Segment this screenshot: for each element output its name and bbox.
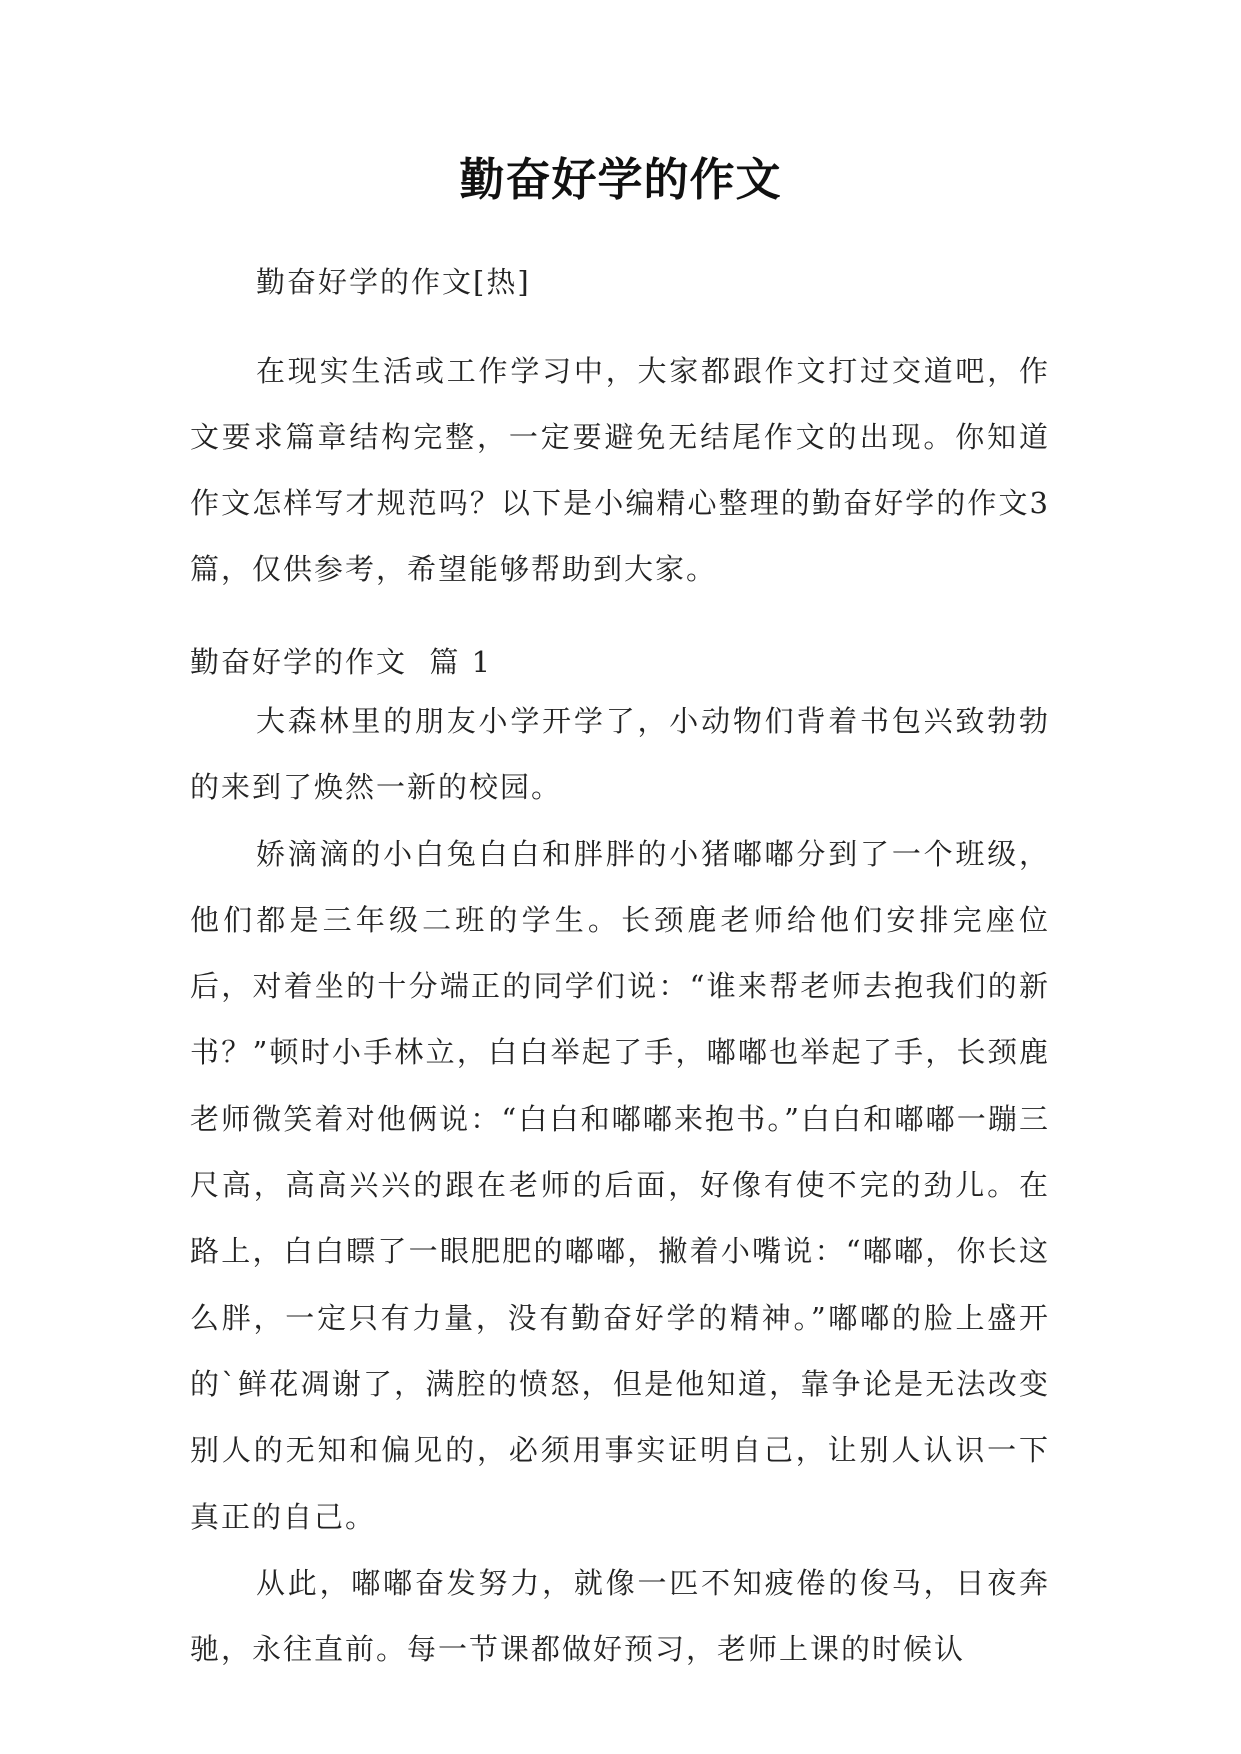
paragraph: 娇滴滴的小白兔白白和胖胖的小猪嘟嘟分到了一个班级，他们都是三年级二班的学生。长颈鹿老师给他们安排完座位后，对着坐的十分端正的同学们说：“谁来帮老师去抱我们的新书？”顿时小手林立，白白举起了手，嘟嘟也举起了手，长颈鹿老师微笑着对他俩说：“白白和嘟嘟来抱书。”白白和嘟嘟一蹦三尺高，高高兴兴的跟在老师的后面，好像有使不完的劲儿。在路上，白白瞟了一眼肥肥的嘟嘟，撇着小嘴说：“嘟嘟，你长这么胖，一定只有力量，没有勤奋好学的精神。”嘟嘟的脸上盛开的`鲜花凋谢了，满腔的愤怒，但是他知道，靠争论是无法改变别人的无知和偏见的，必须用事实证明自己，让别人认识一下真正的自己。 <box>190 836 1050 1534</box>
section-heading: 勤奋好学的作文 篇 1 <box>190 645 493 679</box>
paragraph: 大森林里的朋友小学开学了，小动物们背着书包兴致勃勃的来到了焕然一新的校园。 <box>190 704 1050 805</box>
paragraph: 从此，嘟嘟奋发努力，就像一匹不知疲倦的俊马，日夜奔驰，永往直前。每一节课都做好预习，老师上课的时候认 <box>190 1565 1050 1667</box>
intro-paragraph: 在现实生活或工作学习中，大家都跟作文打过交道吧，作文要求篇章结构完整，一定要避免无结尾作文的出现。你知道作文怎样写才规范吗？以下是小编精心整理的勤奋好学的作文3篇，仅供参考，希望能够帮助到大家。 <box>190 354 1050 586</box>
story-body <box>190 688 1050 1682</box>
document-title: 勤奋好学的作文 <box>459 153 782 206</box>
document-subtitle: 勤奋好学的作文[热] <box>256 265 531 299</box>
